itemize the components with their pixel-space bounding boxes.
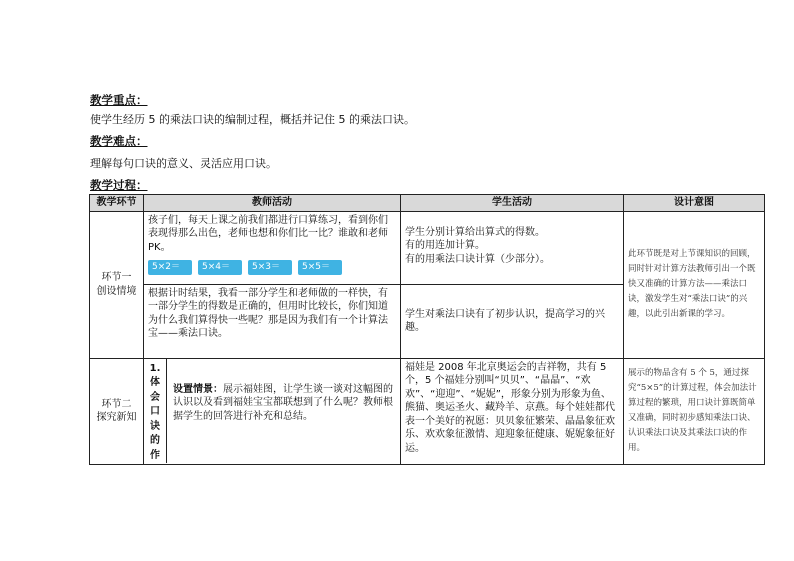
header-stage: 教学环节 xyxy=(90,195,144,212)
equation-chips xyxy=(148,260,396,275)
section1-row-top xyxy=(90,211,765,284)
equation-chip: 5×5＝ xyxy=(298,260,342,275)
section1-student-top xyxy=(401,211,624,284)
section1-label xyxy=(90,211,144,358)
vertical-char: 口 xyxy=(150,406,160,417)
section1-teacher-bottom: 根据计时结果，我看一部分学生和老师做的一样快，有一部分学生的得数是正确的，但用时比较长，你们知道为什么我们算得快一些呢？那是因为我们有一个计算法宝——乘法口诀。 xyxy=(144,284,401,358)
section2-teacher-cell xyxy=(144,358,401,464)
section1-student-bottom: 学生对乘法口诀有了初步认识，提高学习的兴趣。 xyxy=(401,284,624,358)
section2-row xyxy=(90,358,765,464)
equation-chip: 5×4＝ xyxy=(198,260,242,275)
scenario-label: 设置情景： xyxy=(173,383,223,395)
student-line-3: 有的用乘法口诀计算（少部分）。 xyxy=(405,253,550,265)
section2-vertical-title xyxy=(144,359,167,464)
equation-chip: 5×3＝ xyxy=(248,260,292,275)
header-teacher-activity: 教师活动 xyxy=(144,195,401,212)
vertical-char: 的 xyxy=(150,435,160,446)
lesson-table xyxy=(89,194,765,465)
teaching-focus-heading: 教学重点： xyxy=(90,93,148,107)
section2-label xyxy=(90,358,144,464)
section2-design-intent: 展示的物品含有 5 个 5，通过探究“5×5”的计算过程，体会加法计算过程的繁琐，用口诀计算既简单又准确，同时初步感知乘法口诀、认识乘法口诀及其乘法口诀的作用。 xyxy=(624,358,765,464)
vertical-char: 体 xyxy=(150,377,160,388)
teaching-focus-text: 使学生经历 5 的乘法口诀的编制过程，概括并记住 5 的乘法口诀。 xyxy=(90,113,415,126)
student-line-1: 学生分别计算给出算式的得数。 xyxy=(405,226,545,238)
teaching-difficulty-text: 理解每句口诀的意义、灵活应用口诀。 xyxy=(90,157,277,170)
header-student-activity: 学生活动 xyxy=(401,195,624,212)
section2-student-text: 福娃是 2008 年北京奥运会的吉祥物，共有 5 个，5 个福娃分别叫“贝贝”、“晶晶”、“欢欢”、“迎迎”、“妮妮”，形象分别为形象为鱼、熊猫、奥运圣火、藏羚羊、京燕。每个娃娃都代表一个美好的祝愿：贝贝象征繁荣、晶晶象征欢乐、欢欢象征激情、迎迎象征健康、妮妮象征好运。 xyxy=(401,358,624,464)
scenario-text: 展示福娃图，让学生谈一谈对这幅图的认识以及看到福娃宝宝都联想到了什么呢？教师根据学生的回答进行补充和总结。 xyxy=(173,383,393,422)
student-line-2: 有的用连加计算。 xyxy=(405,240,485,251)
section2-teacher-text xyxy=(167,359,400,464)
section1-teacher-top xyxy=(144,211,401,284)
section2-label-line1: 环节二 xyxy=(101,398,132,410)
vertical-char: 诀 xyxy=(150,420,160,432)
vertical-char: 作 xyxy=(150,449,160,461)
vertical-char: 会 xyxy=(150,391,160,403)
header-design-intent: 设计意图 xyxy=(624,195,765,212)
section1-teacher-intro: 孩子们，每天上课之前我们都进行口算练习，看到你们表现得那么出色，老师也想和你们比一比？谁敢和老师 PK。 xyxy=(148,214,388,253)
equation-chip: 5×2＝ xyxy=(148,260,192,275)
table-header-row xyxy=(90,195,765,212)
section1-design-intent: 此环节既是对上节课知识的回顾，同时针对计算方法教师引出一个既快又准确的计算方法——乘法口诀，激发学生对“乘法口诀”的兴趣，以此引出新课的学习。 xyxy=(624,211,765,358)
section1-label-line2: 创设情境 xyxy=(96,285,137,297)
teaching-difficulty-heading: 教学难点： xyxy=(90,134,148,148)
teaching-process-heading: 教学过程： xyxy=(90,178,148,192)
section1-label-line1: 环节一 xyxy=(101,272,132,283)
section2-label-line2: 探究新知 xyxy=(96,412,137,423)
vertical-char: 1. xyxy=(149,362,161,374)
